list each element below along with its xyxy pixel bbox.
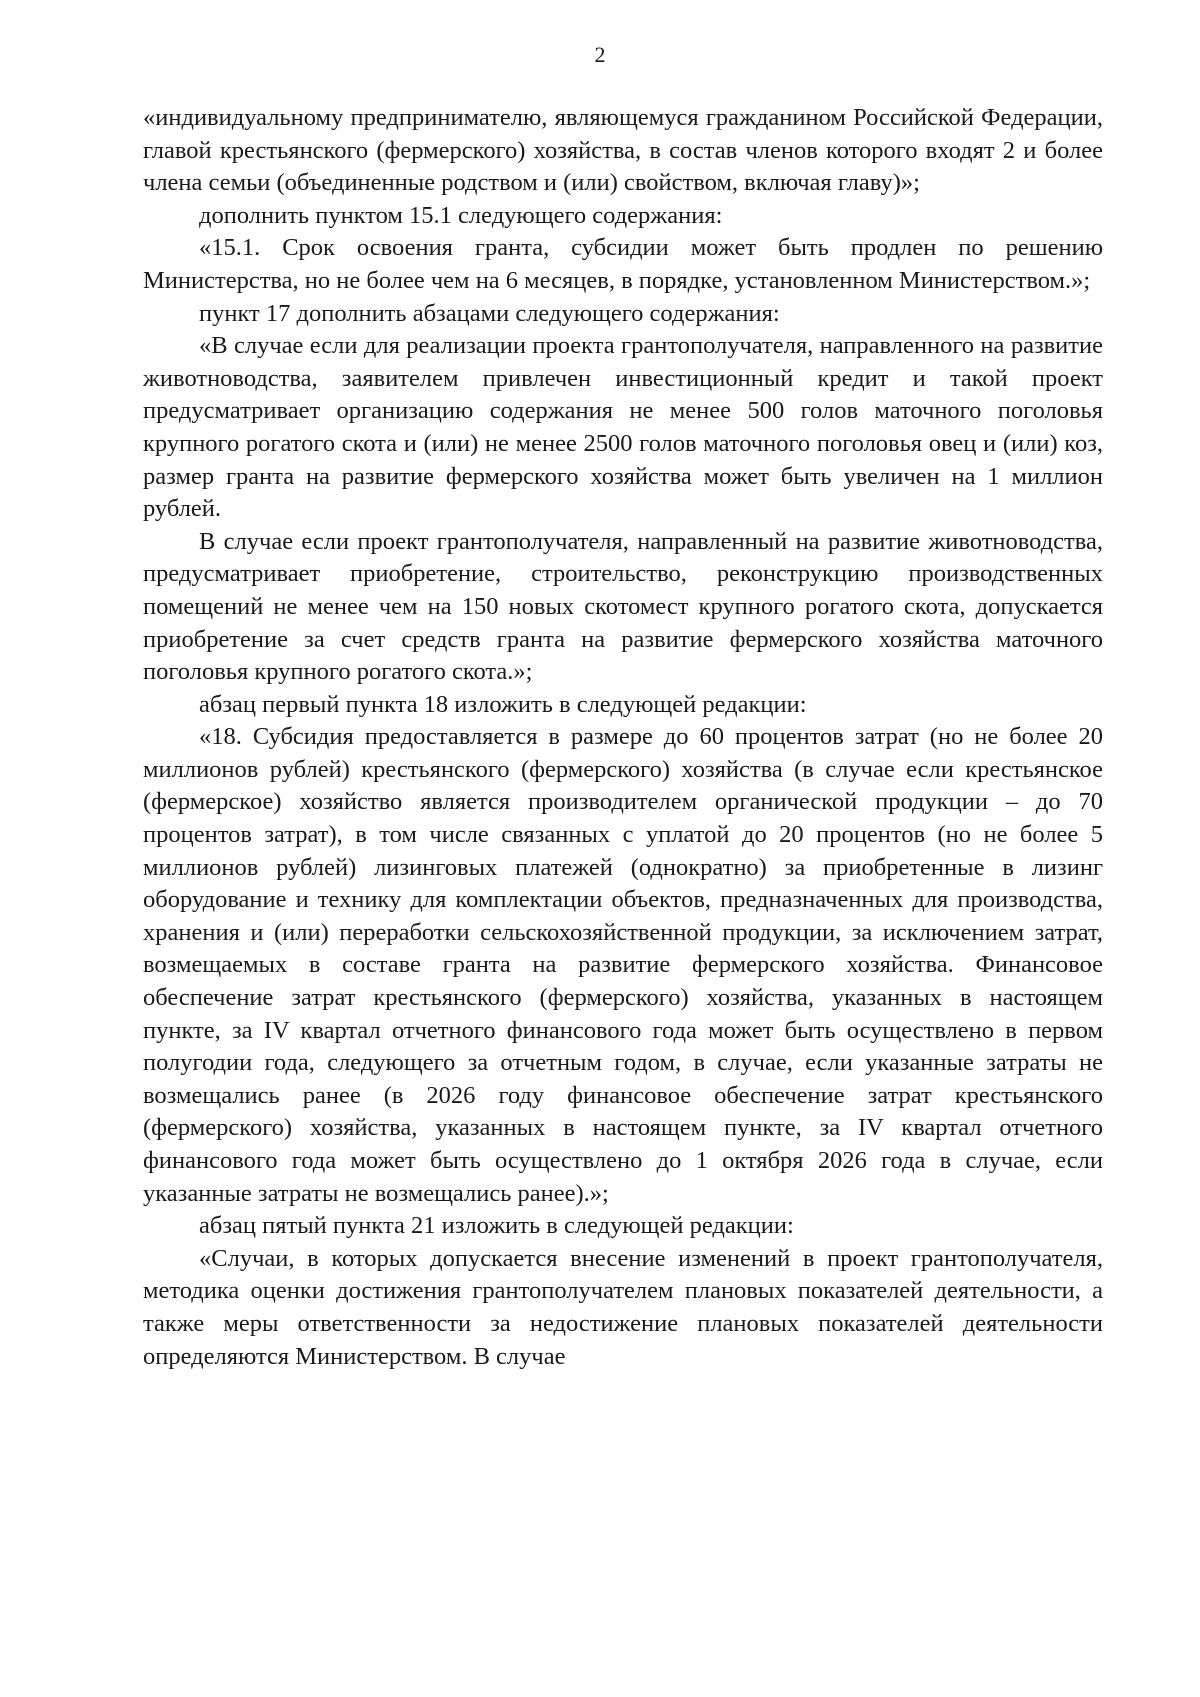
paragraph-amendment-17-intro: пункт 17 дополнить абзацами следующего содержания:: [199, 299, 780, 327]
paragraph-amendment-18-intro: абзац первый пункта 18 изложить в следующей редакции:: [199, 690, 807, 718]
paragraph-clause-18: «18. Субсидия предоставляется в размере до 60 процентов затрат (но не более 20 миллионов рублей) крестьянского (фермерского) хозяйства (в случае если крестьянское (фермерское) хозяйство является производителем органической продукции – до 70 процентов затрат), в том числе связанных с уплатой до 20 процентов (но не более 5 миллионов рублей) лизинговых платежей (однократно) за приобретенные в лизинг оборудование и технику для комплектации объектов, предназначенных для производства, хранения и (или) переработки сельскохозяйственной продукции, за исключением затрат, возмещаемых в составе гранта на развитие фермерского хозяйства. Финансовое обеспечение затрат крестьянского (фермерского) хозяйства, указанных в настоящем пункте, за IV квартал отчетного финансового года может быть осуществлено в первом полугодии года, следующего за отчетным годом, в случае, если указанные затраты не возмещались ранее (в 2026 году финансовое обеспечение затрат крестьянского (фермерского) хозяйства, указанных в настоящем пункте, за IV квартал отчетного финансового года может быть осуществлено до 1 октября 2026 года в случае, если указанные затраты не возмещались ранее).»;: [143, 723, 1103, 1207]
document-body: [143, 102, 1103, 1373]
paragraph-clause-21: «Случаи, в которых допускается внесение изменений в проект грантополучателя, методика оценки достижения грантополучателем плановых показателей деятельности, а также меры ответственности за недостижение плановых показателей деятельности определяются Министерством. В случае: [143, 1244, 1103, 1370]
paragraph-clause-17-a: «В случае если для реализации проекта грантополучателя, направленного на развитие животноводства, заявителем привлечен инвестиционный кредит и такой проект предусматривает организацию содержания не менее 500 голов маточного поголовья крупного рогатого скота и (или) не менее 2500 голов маточного поголовья овец и (или) коз, размер гранта на развитие фермерского хозяйства может быть увеличен на 1 миллион рублей.: [143, 332, 1103, 523]
paragraph-amendment-21-intro: абзац пятый пункта 21 изложить в следующей редакции:: [199, 1212, 794, 1240]
paragraph-amendment-15-1-intro: дополнить пунктом 15.1 следующего содержания:: [199, 201, 723, 229]
page-number: 2: [594, 42, 606, 67]
paragraph-clause-17-b: В случае если проект грантополучателя, направленный на развитие животноводства, предусматривает приобретение, строительство, реконструкцию производственных помещений не менее чем на 150 новых скотомест крупного рогатого скота, допускается приобретение за счет средств гранта на развитие фермерского хозяйства маточного поголовья крупного рогатого скота.»;: [143, 527, 1103, 686]
paragraph-clause-15-1: «15.1. Срок освоения гранта, субсидии может быть продлен по решению Министерства, но не более чем на 6 месяцев, в порядке, установленном Министерством.»;: [143, 234, 1103, 294]
paragraph-continuation: «индивидуальному предпринимателю, являющемуся гражданином Российской Федерации, главой крестьянского (фермерского) хозяйства, в состав членов которого входят 2 и более члена семьи (объединенные родством и (или) свойством, включая главу)»;: [143, 104, 1103, 197]
